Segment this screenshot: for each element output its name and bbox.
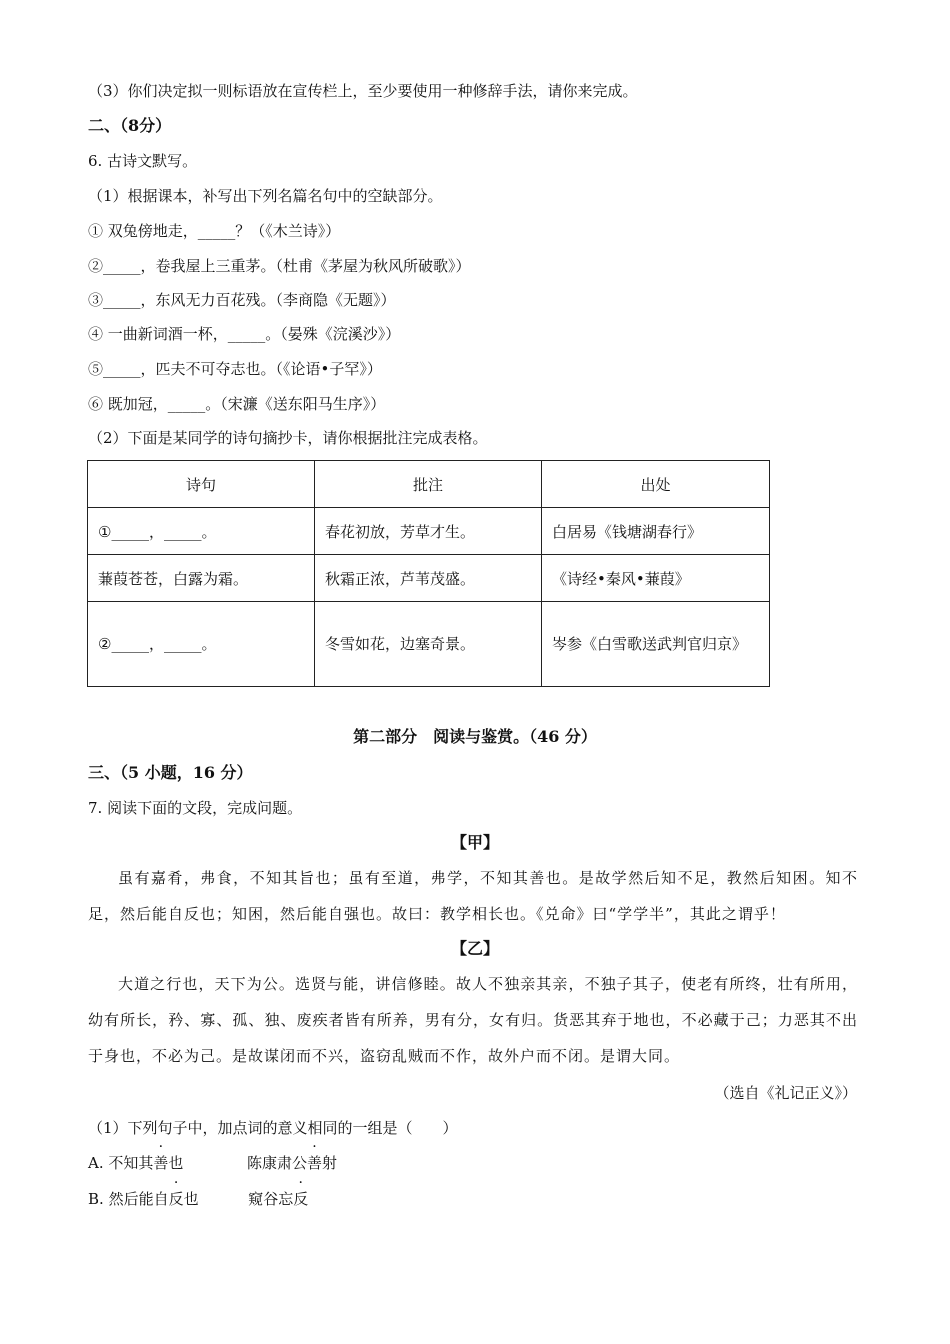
option-b: [88, 1188, 308, 1210]
dotted-char: 善: [307, 1154, 323, 1172]
table-cell: 秋霜正浓，芦苇茂盛。: [315, 555, 542, 602]
option-text: 不知其: [108, 1154, 154, 1172]
table-row: [88, 602, 770, 687]
table-cell: ①_____，_____。: [88, 508, 315, 555]
option-text: 也: [168, 1154, 184, 1172]
table-row: [88, 508, 770, 555]
table-header-note: 批注: [315, 461, 542, 508]
dotted-char: 反: [293, 1190, 309, 1208]
table-cell: 白居易《钱塘湖春行》: [542, 508, 770, 555]
table-cell: 蒹葭苍苍，白露为霜。: [88, 555, 315, 602]
passage-yi-label: 【乙】: [450, 939, 499, 958]
fill-item-1: ① 双兔傍地走，_____？（《木兰诗》）: [88, 222, 341, 240]
question-6-1: （1）根据课本，补写出下列名篇名句中的空缺部分。: [88, 187, 443, 205]
option-text: 射: [322, 1154, 338, 1172]
passage-source: （选自《礼记正义》）: [714, 1084, 857, 1102]
passage-yi: 大道之行也，天下为公。选贤与能，讲信修睦。故人不独亲其亲，不独子其子，使老有所终，壮有所用，幼有所长，矜、寡、孤、独、废疾者皆有所养，男有分，女有归。货恶其弃于地也，不必藏于己；力恶其不出于身也，不必为己。是故谋闭而不兴，盗窃乱贼而不作，故外户而不闭。是谓大同。: [88, 975, 858, 1065]
part-2-heading: 第二部分 阅读与鉴赏。（46 分）: [353, 727, 597, 746]
fill-item-5: ⑤_____，匹夫不可夺志也。（《论语•子罕》）: [88, 360, 382, 378]
question-7: 7. 阅读下面的文段，完成问题。: [88, 799, 303, 817]
table-header-poem: 诗句: [88, 461, 315, 508]
option-text: 陈康肃公: [247, 1154, 308, 1172]
fill-item-3: ③_____，东风无力百花残。（李商隐《无题》）: [88, 291, 396, 309]
option-label: B.: [88, 1190, 104, 1208]
table-cell: 春花初放，芳草才生。: [315, 508, 542, 555]
option-text: 然后能自: [108, 1190, 169, 1208]
passage-jia: 虽有嘉肴，弗食，不知其旨也；虽有至道，弗学，不知其善也。是故学然后知不足，教然后知困。知不足，然后能自反也；知困，然后能自强也。故曰：教学相长也。《兑命》曰“学学半”，其此之谓乎！: [88, 869, 858, 923]
table-cell: 冬雪如花，边塞奇景。: [315, 602, 542, 687]
option-text: 也: [183, 1190, 199, 1208]
section-3-heading: 三、（5 小题，16 分）: [88, 763, 253, 782]
table-cell: ②_____，_____。: [88, 602, 315, 687]
option-a: [88, 1152, 337, 1174]
question-7-1: （1）下列句子中，加点词的意义相同的一组是（ ）: [88, 1119, 458, 1137]
option-label: A.: [88, 1154, 104, 1172]
poem-card-table: [87, 460, 770, 687]
table-cell: 岑参《白雪歌送武判官归京》: [542, 602, 770, 687]
passage-jia-label: 【甲】: [450, 833, 499, 852]
question-6: 6. 古诗文默写。: [88, 152, 198, 170]
table-cell: 《诗经•秦风•蒹葭》: [542, 555, 770, 602]
fill-item-2: ②_____，卷我屋上三重茅。（杜甫《茅屋为秋风所破歌》）: [88, 257, 471, 275]
dotted-char: 反: [168, 1190, 184, 1208]
table-header-source: 出处: [542, 461, 770, 508]
fill-item-4: ④ 一曲新词酒一杯，_____。（晏殊《浣溪沙》）: [88, 325, 401, 343]
question-5-3: （3）你们决定拟一则标语放在宣传栏上，至少要使用一种修辞手法，请你来完成。: [88, 82, 638, 100]
fill-item-6: ⑥ 既加冠，_____。（宋濂《送东阳马生序》）: [88, 395, 386, 413]
section-2-heading: 二、（8分）: [88, 116, 172, 135]
option-text: 窥谷忘: [248, 1190, 294, 1208]
question-6-2: （2）下面是某同学的诗句摘抄卡，请你根据批注完成表格。: [88, 429, 488, 447]
dotted-char: 善: [153, 1154, 169, 1172]
table-row: [88, 555, 770, 602]
